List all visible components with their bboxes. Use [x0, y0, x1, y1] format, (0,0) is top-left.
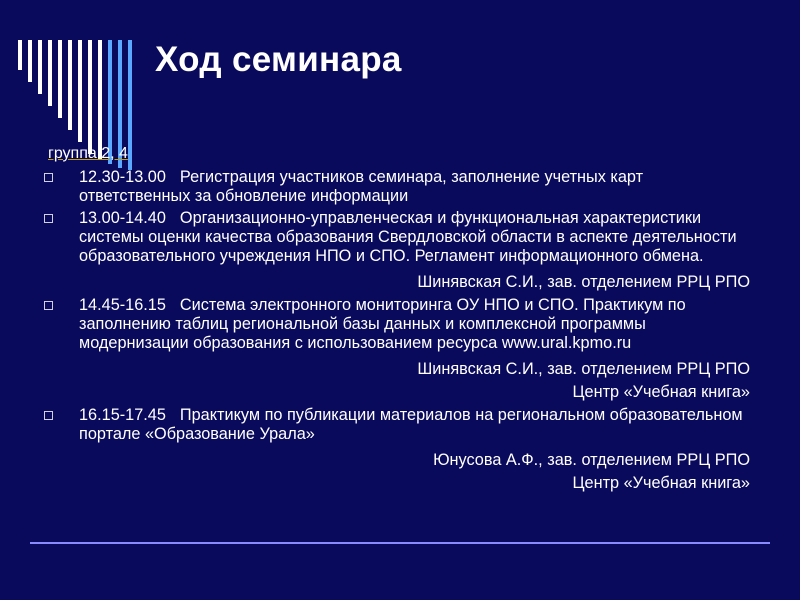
- item-text: Регистрация участников семинара, заполнение учетных карт ответственных за обновление информации: [79, 168, 644, 205]
- square-bullet-icon: [44, 173, 53, 182]
- square-bullet-icon: [44, 214, 53, 223]
- item-time: 12.30-13.00: [79, 168, 166, 186]
- item-time: 16.15-17.45: [79, 406, 166, 424]
- item-text: Система электронного мониторинга ОУ НПО и СПО. Практикум по заполнению таблиц региональной базы данных и комплексной программы модернизации образования с использованием ресурса www.ural.kpmo.ru: [79, 296, 686, 352]
- square-bullet-icon: [44, 301, 53, 310]
- speaker-credit: Шинявская С.И., зав. отделением РРЦ РПО: [417, 273, 750, 291]
- organization-credit: Центр «Учебная книга»: [572, 474, 750, 492]
- schedule-item: [44, 296, 756, 402]
- item-time: 13.00-14.40: [79, 209, 166, 227]
- schedule-item: [44, 406, 756, 493]
- item-text: Организационно-управленческая и функциональная характеристики системы оценки качества образования Свердловской области в аспекте деятельности образовательного учреждения НПО и СПО. Регламент информационного обмена.: [79, 209, 737, 265]
- schedule-item: [44, 209, 756, 292]
- group-subtitle: группа 2, 4: [48, 145, 128, 162]
- bottom-divider: [30, 542, 770, 544]
- square-bullet-icon: [44, 411, 53, 420]
- item-time: 14.45-16.15: [79, 296, 166, 314]
- organization-credit: Центр «Учебная книга»: [572, 383, 750, 401]
- schedule-item: [44, 168, 756, 206]
- slide-title: Ход семинара: [155, 40, 402, 79]
- speaker-credit: Шинявская С.И., зав. отделением РРЦ РПО: [417, 360, 750, 378]
- item-text: Практикум по публикации материалов на региональном образовательном портале «Образование Урала»: [79, 406, 743, 443]
- schedule-list: [44, 168, 756, 497]
- speaker-credit: Юнусова А.Ф., зав. отделением РРЦ РПО: [433, 451, 750, 469]
